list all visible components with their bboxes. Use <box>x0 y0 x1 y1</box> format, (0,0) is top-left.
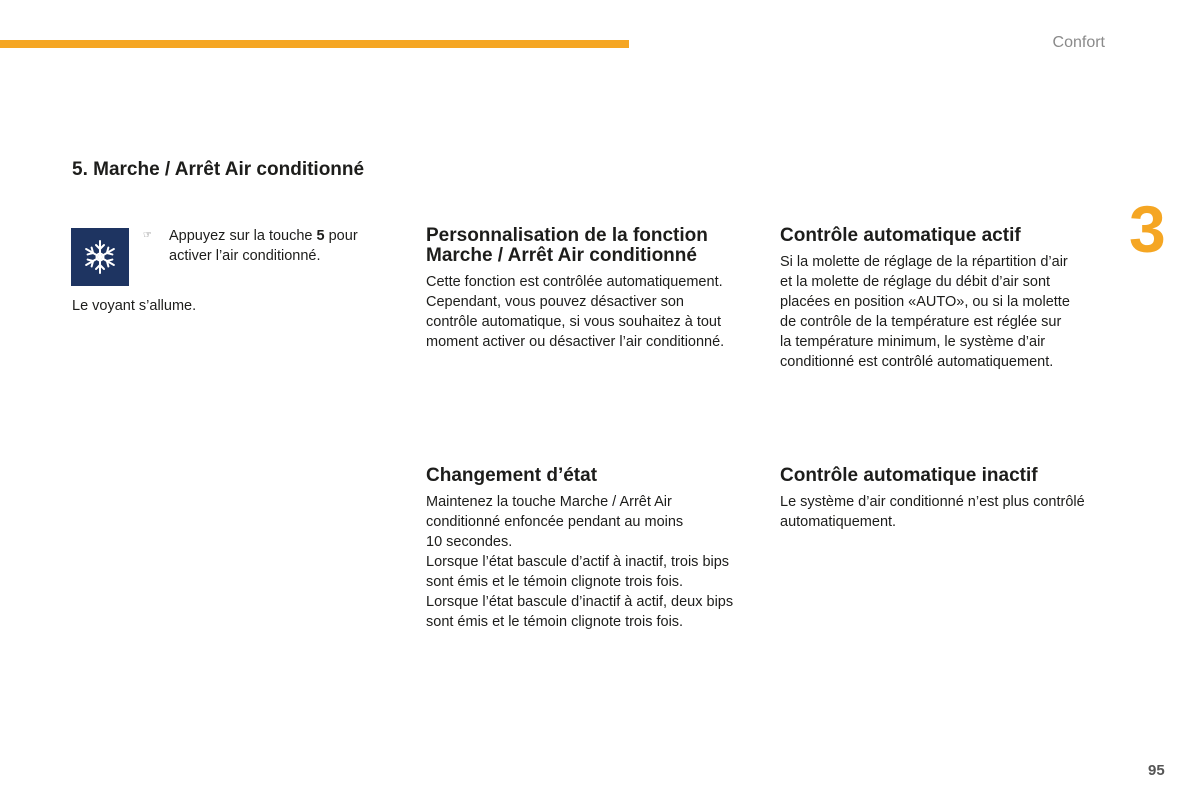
block-text: Le système d’air conditionné n’est plus contrôlé automatiquement. <box>780 494 1085 530</box>
header-accent-bar <box>0 40 629 48</box>
snowflake-icon <box>71 228 129 286</box>
instruction <box>143 226 393 266</box>
block-title: Changement d’état <box>426 465 598 486</box>
block-controle-inactif <box>780 466 1110 532</box>
instruction-key: 5 <box>316 228 325 244</box>
chapter-number: 3 <box>1129 192 1166 266</box>
block-text: Si la molette de réglage de la répartition d’air et la molette de réglage du débit d’air sont placées en position «AUTO», ou si la molette de contrôle de la température est réglée sur la température minimum, le système d’air conditionné est contrôlé automatiquement. <box>780 254 1070 370</box>
block-text: Cette fonction est contrôlée automatiquement. Cependant, vous pouvez désactiver son contrôle automatique, si vous souhaitez à tout moment activer ou désactiver l’air conditionné. <box>426 274 725 350</box>
block-title: Contrôle automatique inactif <box>780 465 1038 486</box>
pointing-hand-icon: ☞ <box>143 230 152 241</box>
instruction-text-start: Appuyez sur la touche <box>169 228 317 244</box>
block-controle-actif <box>780 226 1110 372</box>
block-title: Contrôle automatique actif <box>780 225 1021 246</box>
section-name: Confort <box>1052 34 1105 51</box>
page-number: 95 <box>1148 762 1165 779</box>
block-changement-etat <box>426 466 756 632</box>
instruction-text-end: pour activer l’air conditionné. <box>169 228 358 264</box>
block-text: Maintenez la touche Marche / Arrêt Air conditionné enfoncée pendant au moins 10 secondes. Lorsque l’état bascule d’actif à inactif, trois bips sont émis et le témoin clignote trois fois. Lorsque l’état bascule d’inactif à actif, deux bips sont émis et le témoin clignote trois fois. <box>426 494 734 630</box>
section-title: 5. Marche / Arrêt Air conditionné <box>72 159 365 180</box>
indicator-note: Le voyant s’allume. <box>72 298 197 314</box>
block-personnalisation <box>426 226 756 352</box>
block-title: Personnalisation de la fonction Marche / Arrêt Air conditionné <box>426 225 708 266</box>
